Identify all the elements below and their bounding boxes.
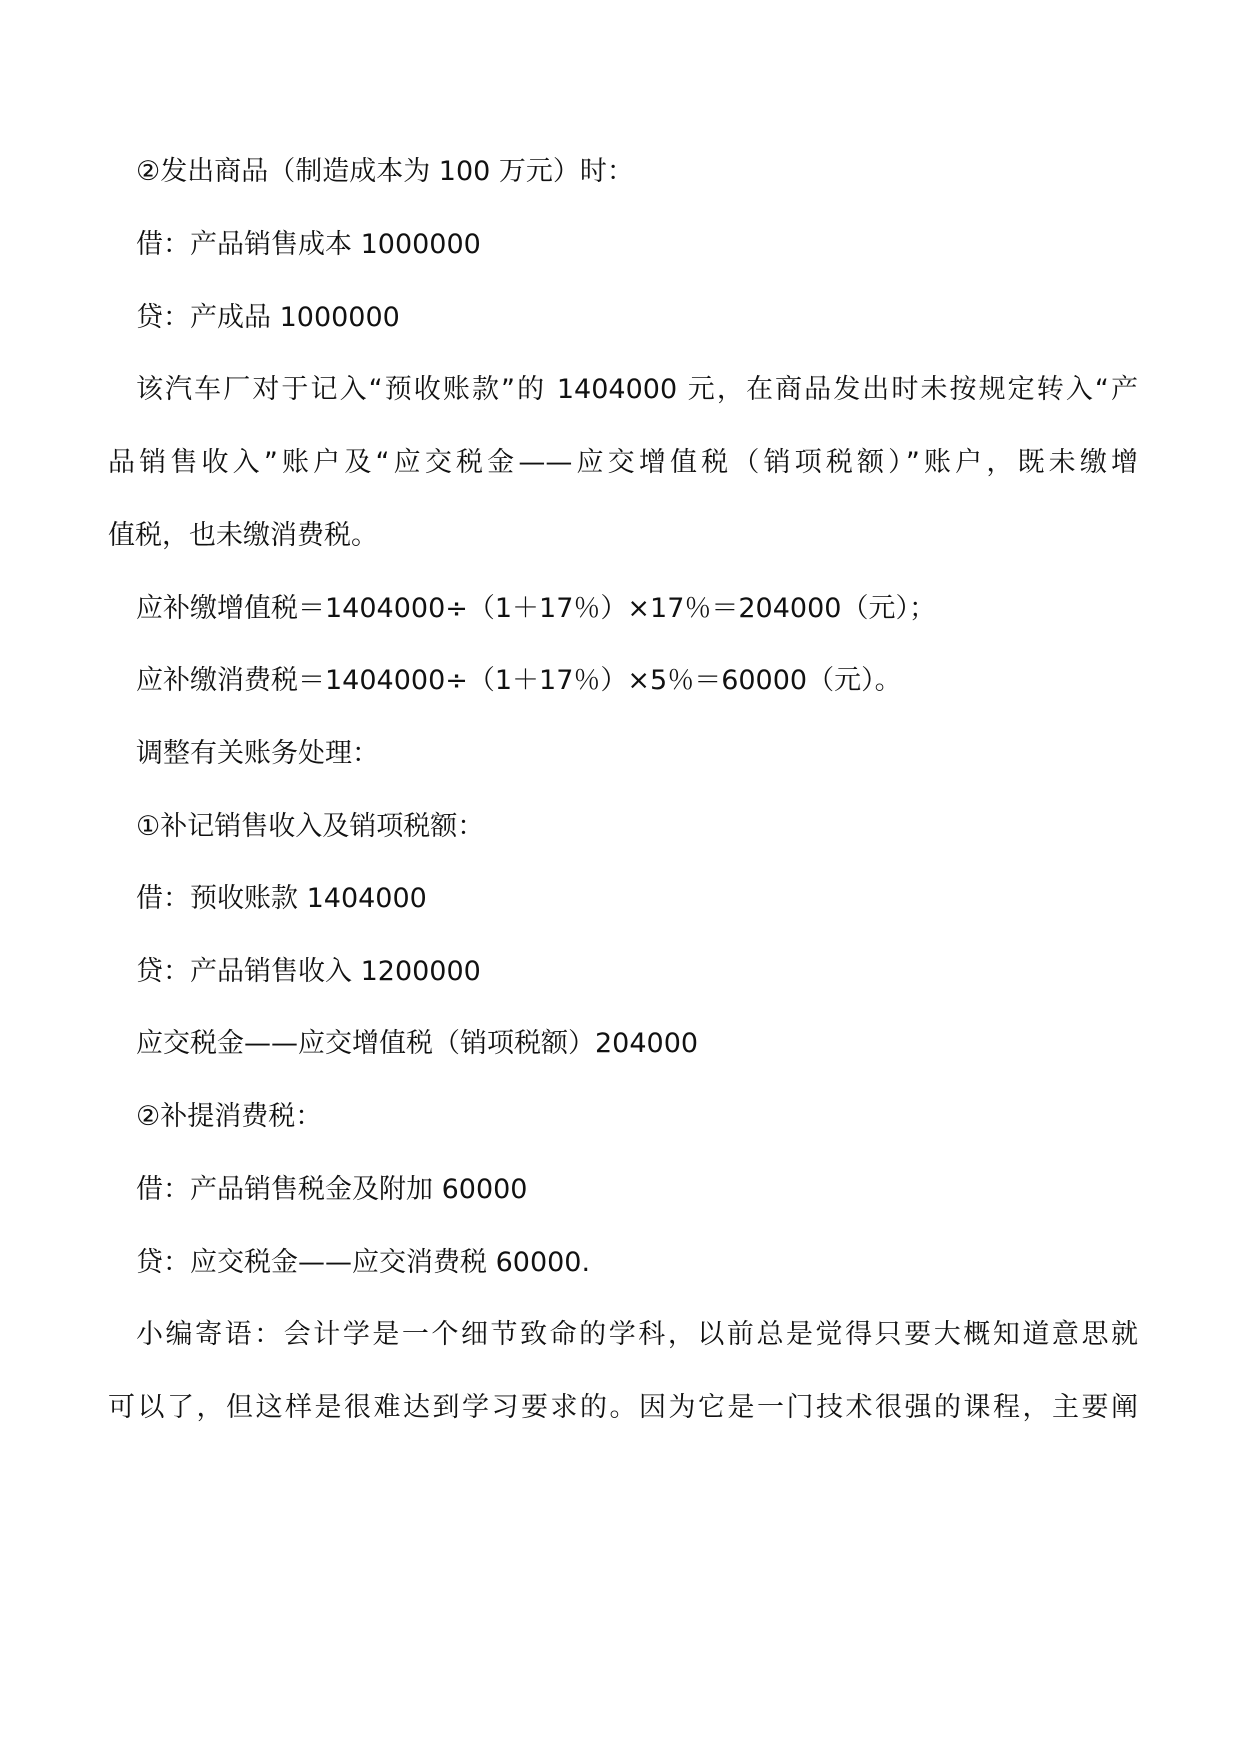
paragraph-advance-receipts-line-1: 该汽车厂对于记入“预收账款”的 1404000 元，在商品发出时未按规定转入“产	[136, 374, 1138, 405]
paragraph-editor-note-line-1: 小编寄语：会计学是一个细节致命的学科，以前总是觉得只要大概知道意思就	[136, 1319, 1138, 1350]
entry-credit-revenue: 贷：产品销售收入 1200000	[136, 956, 481, 987]
formula-consumption-tax: 应补缴消费税＝1404000÷（1＋17％）×5％＝60000（元）。	[136, 665, 902, 696]
entry-debit-tax-surcharge: 借：产品销售税金及附加 60000	[136, 1174, 528, 1205]
entry-credit-consumption-tax: 贷：应交税金——应交消费税 60000.	[136, 1247, 591, 1278]
heading-record-revenue: ①补记销售收入及销项税额：	[136, 811, 485, 842]
heading-adjustment: 调整有关账务处理：	[136, 738, 379, 769]
paragraph-advance-receipts-line-3: 值税，也未缴消费税。	[108, 520, 378, 551]
entry-debit-advance: 借：预收账款 1404000	[136, 883, 427, 914]
paragraph-ship-goods: ②发出商品（制造成本为 100 万元）时：	[136, 156, 634, 187]
heading-consumption-tax: ②补提消费税：	[136, 1101, 323, 1132]
formula-vat: 应补缴增值税＝1404000÷（1＋17％）×17％＝204000（元）；	[136, 593, 936, 624]
entry-credit-finished-goods: 贷：产成品 1000000	[136, 302, 400, 333]
paragraph-advance-receipts-line-2: 品销售收入”账户及“应交税金——应交增值税（销项税额）”账户，既未缴增	[108, 447, 1138, 478]
entry-credit-vat: 应交税金——应交增值税（销项税额）204000	[136, 1028, 699, 1059]
entry-debit-cost: 借：产品销售成本 1000000	[136, 229, 481, 260]
paragraph-editor-note-line-2: 可以了，但这样是很难达到学习要求的。因为它是一门技术很强的课程，主要阐	[108, 1392, 1138, 1423]
